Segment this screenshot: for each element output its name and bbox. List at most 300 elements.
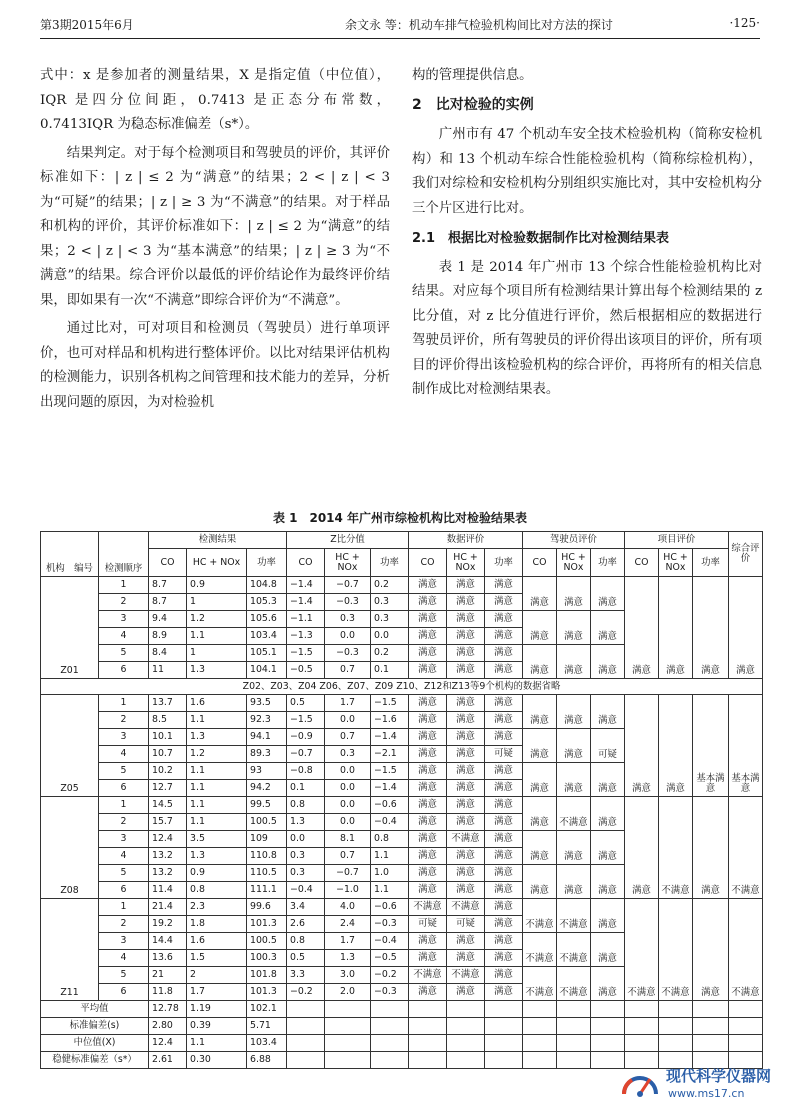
z-power: 0.8	[371, 831, 409, 848]
data-eval-hcnox: 满意	[447, 984, 485, 1001]
running-header	[40, 12, 760, 36]
data-eval-hcnox: 不满意	[447, 831, 485, 848]
result-hcnox: 2.3	[187, 899, 247, 916]
driver-eval-co: 不满意	[523, 933, 557, 967]
comparison-results-table	[40, 531, 763, 1069]
driver-eval-power: 满意	[591, 831, 625, 865]
data-eval-power: 满意	[485, 882, 523, 899]
col-header-power: 功率	[591, 549, 625, 577]
empty-cell	[447, 1052, 485, 1069]
result-power: 105.3	[247, 594, 287, 611]
driver-eval-power: 满意	[591, 763, 625, 797]
data-eval-power: 满意	[485, 695, 523, 712]
data-eval-power: 满意	[485, 645, 523, 662]
hc-label: HC +	[335, 551, 360, 563]
continued-paragraph: 构的管理提供信息。	[412, 68, 533, 83]
result-co: 10.7	[149, 746, 187, 763]
driver-eval-co: 满意	[523, 729, 557, 763]
empty-cell	[325, 1001, 371, 1018]
empty-cell	[409, 1035, 447, 1052]
data-eval-co: 满意	[409, 763, 447, 780]
test-order: 3	[99, 831, 149, 848]
data-eval-power: 满意	[485, 577, 523, 594]
empty-cell	[287, 1035, 325, 1052]
z-co: −0.7	[287, 746, 325, 763]
result-hcnox: 0.9	[187, 865, 247, 882]
empty-cell	[659, 1001, 693, 1018]
z-power: −1.5	[371, 695, 409, 712]
result-power: 104.1	[247, 662, 287, 679]
table-header-row-1	[41, 532, 763, 549]
result-power: 89.3	[247, 746, 287, 763]
result-co: 10.2	[149, 763, 187, 780]
group-header-item-eval: 项目评价	[625, 532, 729, 549]
item-eval-hcnox: 满意	[659, 695, 693, 797]
driver-eval-co: 满意	[523, 865, 557, 899]
data-eval-co: 满意	[409, 814, 447, 831]
table-caption: 表 1 2014 年广州市综检机构比对检验结果表	[272, 511, 528, 525]
data-eval-co: 满意	[409, 848, 447, 865]
overall-eval: 不满意	[729, 899, 763, 1001]
z-co: −0.8	[287, 763, 325, 780]
z-power: −1.4	[371, 729, 409, 746]
driver-eval-power: 满意	[591, 797, 625, 831]
result-power: 105.1	[247, 645, 287, 662]
empty-cell	[625, 1001, 659, 1018]
z-co: −1.5	[287, 645, 325, 662]
test-order: 3	[99, 933, 149, 950]
result-hcnox: 3.5	[187, 831, 247, 848]
test-order: 2	[99, 814, 149, 831]
driver-eval-power: 满意	[591, 695, 625, 729]
result-co: 19.2	[149, 916, 187, 933]
result-hcnox: 1.3	[187, 848, 247, 865]
col-header-co: CO	[287, 549, 325, 577]
test-order: 6	[99, 780, 149, 797]
result-co: 8.7	[149, 577, 187, 594]
data-eval-co: 满意	[409, 882, 447, 899]
org-id: Z08	[41, 797, 99, 899]
driver-eval-power: 满意	[591, 577, 625, 611]
data-eval-hcnox: 不满意	[447, 967, 485, 984]
z-co: −1.4	[287, 577, 325, 594]
table-row	[41, 797, 763, 814]
result-co: 15.7	[149, 814, 187, 831]
z-hcnox: 1.3	[325, 950, 371, 967]
empty-cell	[325, 1052, 371, 1069]
data-eval-co: 满意	[409, 645, 447, 662]
data-eval-hcnox: 满意	[447, 797, 485, 814]
nox-label: NOx	[665, 561, 686, 573]
test-order: 4	[99, 746, 149, 763]
z-co: −1.4	[287, 594, 325, 611]
driver-eval-power: 可疑	[591, 729, 625, 763]
result-power: 111.1	[247, 882, 287, 899]
empty-cell	[409, 1001, 447, 1018]
z-hcnox: 0.0	[325, 797, 371, 814]
data-eval-co: 满意	[409, 662, 447, 679]
result-hcnox: 1.1	[187, 628, 247, 645]
empty-cell	[523, 1018, 557, 1035]
org-block-z08	[41, 797, 763, 899]
col-header-hcnox	[557, 549, 591, 577]
empty-cell	[693, 1035, 729, 1052]
result-power: 104.8	[247, 577, 287, 594]
data-eval-power: 满意	[485, 729, 523, 746]
stat-row	[41, 1018, 763, 1035]
test-order: 6	[99, 882, 149, 899]
z-power: −0.3	[371, 984, 409, 1001]
group-header-driver-eval: 驾驶员评价	[523, 532, 625, 549]
z-co: −0.5	[287, 662, 325, 679]
data-eval-power: 满意	[485, 984, 523, 1001]
col-header-hcnox	[447, 549, 485, 577]
result-hcnox: 1.6	[187, 695, 247, 712]
result-hcnox: 1.5	[187, 950, 247, 967]
table-row	[41, 577, 763, 594]
result-power: 94.2	[247, 780, 287, 797]
result-co: 9.4	[149, 611, 187, 628]
stat-power: 5.71	[247, 1018, 287, 1035]
table-header-row-2	[41, 549, 763, 577]
driver-eval-hcnox: 不满意	[557, 933, 591, 967]
data-eval-hcnox: 满意	[447, 933, 485, 950]
data-eval-hcnox: 满意	[447, 882, 485, 899]
data-eval-power: 满意	[485, 950, 523, 967]
test-order: 6	[99, 662, 149, 679]
driver-eval-power: 满意	[591, 865, 625, 899]
driver-eval-hcnox: 满意	[557, 729, 591, 763]
result-hcnox: 1.1	[187, 763, 247, 780]
z-hcnox: −0.7	[325, 865, 371, 882]
result-power: 93	[247, 763, 287, 780]
test-order: 6	[99, 984, 149, 1001]
stat-co: 2.61	[149, 1052, 187, 1069]
z-hcnox: 1.7	[325, 933, 371, 950]
omitted-orgs-row	[41, 679, 763, 695]
data-eval-power: 满意	[485, 763, 523, 780]
result-power: 103.4	[247, 628, 287, 645]
result-hcnox: 1.8	[187, 916, 247, 933]
z-hcnox: −0.7	[325, 577, 371, 594]
test-order: 1	[99, 797, 149, 814]
driver-eval-power: 满意	[591, 611, 625, 645]
result-co: 12.4	[149, 831, 187, 848]
result-co: 11.8	[149, 984, 187, 1001]
test-order: 4	[99, 950, 149, 967]
result-co: 8.7	[149, 594, 187, 611]
z-co: −0.2	[287, 984, 325, 1001]
z-hcnox: 0.7	[325, 662, 371, 679]
result-co: 14.5	[149, 797, 187, 814]
empty-cell	[557, 1052, 591, 1069]
empty-cell	[591, 1035, 625, 1052]
z-co: −0.4	[287, 882, 325, 899]
test-order: 2	[99, 712, 149, 729]
data-eval-co: 满意	[409, 933, 447, 950]
result-hcnox: 2	[187, 967, 247, 984]
data-eval-co: 满意	[409, 628, 447, 645]
stat-row	[41, 1035, 763, 1052]
data-eval-co: 不满意	[409, 899, 447, 916]
z-hcnox: 0.3	[325, 611, 371, 628]
hc-label: HC +	[663, 551, 688, 563]
z-hcnox: 2.4	[325, 916, 371, 933]
z-power: 1.1	[371, 882, 409, 899]
data-eval-hcnox: 满意	[447, 746, 485, 763]
z-power: −0.4	[371, 933, 409, 950]
empty-cell	[287, 1018, 325, 1035]
result-power: 110.8	[247, 848, 287, 865]
z-co: 0.5	[287, 950, 325, 967]
data-eval-power: 可疑	[485, 746, 523, 763]
result-power: 101.3	[247, 984, 287, 1001]
data-eval-co: 可疑	[409, 916, 447, 933]
result-co: 11.4	[149, 882, 187, 899]
data-eval-hcnox: 满意	[447, 662, 485, 679]
data-eval-hcnox: 不满意	[447, 899, 485, 916]
z-co: 0.8	[287, 797, 325, 814]
z-co: −0.9	[287, 729, 325, 746]
comparison-purpose-paragraph: 通过比对，可对项目和检测员（驾驶员）进行单项评价，也可对样品和机构进行整体评价。以比对结果评估机构的检测能力，识别各机构之间管理和技术能力的差异，分析出现问题的原因，为对检验机	[40, 321, 390, 410]
stat-hcnox: 0.39	[187, 1018, 247, 1035]
test-order: 4	[99, 848, 149, 865]
result-power: 93.5	[247, 695, 287, 712]
result-power: 105.6	[247, 611, 287, 628]
z-power: −0.2	[371, 967, 409, 984]
result-power: 110.5	[247, 865, 287, 882]
z-power: 0.3	[371, 611, 409, 628]
result-criteria-paragraph: 结果判定。对于每个检测项目和驾驶员的评价，其评价标准如下：| z | ≤ 2 为“满意”的结果；2 < | z | < 3 为“可疑”的结果；| z | ≥ 3 为“不满意”的结果。对于样品和机构的评价，其评价标准如下：| z | ≤ 2 为“满意”的结果；2 < | z | < 3 为“基本满意”的结果；| z | ≥ 3 为“不满意”的结果。综合评价以最低的评价结论作为最终评价结果，即如果有一次“不满意”即综合评价为“不满意”。	[40, 145, 390, 308]
data-eval-hcnox: 满意	[447, 712, 485, 729]
driver-eval-hcnox: 满意	[557, 695, 591, 729]
empty-cell	[693, 1018, 729, 1035]
statistics-block	[41, 1001, 763, 1069]
group-header-z: Z比分值	[287, 532, 409, 549]
empty-cell	[409, 1018, 447, 1035]
empty-cell	[371, 1052, 409, 1069]
empty-cell	[287, 1001, 325, 1018]
overall-eval: 基本满意	[729, 695, 763, 797]
z-hcnox: −1.0	[325, 882, 371, 899]
driver-eval-power: 满意	[591, 933, 625, 967]
result-power: 101.3	[247, 916, 287, 933]
result-hcnox: 1.1	[187, 780, 247, 797]
col-header-hcnox: HC + NOx	[187, 549, 247, 577]
empty-cell	[557, 1001, 591, 1018]
col-header-power: 功率	[371, 549, 409, 577]
driver-eval-hcnox: 满意	[557, 763, 591, 797]
driver-eval-co: 满意	[523, 831, 557, 865]
z-co: −1.1	[287, 611, 325, 628]
test-order: 5	[99, 763, 149, 780]
item-eval-hcnox: 满意	[659, 577, 693, 679]
result-power: 109	[247, 831, 287, 848]
empty-cell	[485, 1001, 523, 1018]
site-watermark	[618, 1061, 788, 1107]
z-power: −0.4	[371, 814, 409, 831]
group-header-overall: 综合评价	[729, 532, 763, 577]
data-eval-hcnox: 满意	[447, 628, 485, 645]
item-eval-power: 基本满意	[693, 695, 729, 797]
z-hcnox: 2.0	[325, 984, 371, 1001]
org-id: Z11	[41, 899, 99, 1001]
data-eval-co: 不满意	[409, 967, 447, 984]
data-eval-hcnox: 满意	[447, 848, 485, 865]
data-eval-co: 满意	[409, 797, 447, 814]
data-eval-hcnox: 满意	[447, 763, 485, 780]
z-hcnox: 0.0	[325, 780, 371, 797]
z-hcnox: −0.3	[325, 645, 371, 662]
z-hcnox: 0.7	[325, 729, 371, 746]
z-co: 0.1	[287, 780, 325, 797]
col-header-co: CO	[409, 549, 447, 577]
empty-cell	[523, 1001, 557, 1018]
result-co: 13.7	[149, 695, 187, 712]
driver-eval-co: 不满意	[523, 899, 557, 933]
test-order: 2	[99, 916, 149, 933]
data-eval-co: 满意	[409, 780, 447, 797]
watermark-url: www.ms17.cn	[668, 1087, 745, 1100]
z-power: 0.3	[371, 594, 409, 611]
z-co: 3.3	[287, 967, 325, 984]
item-eval-co: 满意	[625, 695, 659, 797]
z-power: −0.6	[371, 899, 409, 916]
data-eval-power: 满意	[485, 848, 523, 865]
empty-cell	[557, 1018, 591, 1035]
driver-eval-power: 满意	[591, 967, 625, 1001]
overall-eval: 不满意	[729, 797, 763, 899]
item-eval-co: 满意	[625, 797, 659, 899]
result-co: 21	[149, 967, 187, 984]
driver-eval-co: 满意	[523, 797, 557, 831]
test-order: 5	[99, 645, 149, 662]
z-hcnox: 1.7	[325, 695, 371, 712]
z-power: 0.2	[371, 577, 409, 594]
stat-label: 平均值	[41, 1001, 149, 1018]
data-eval-co: 满意	[409, 831, 447, 848]
test-order: 5	[99, 967, 149, 984]
z-power: −1.4	[371, 780, 409, 797]
result-hcnox: 0.8	[187, 882, 247, 899]
z-co: 0.3	[287, 865, 325, 882]
z-power: 0.2	[371, 645, 409, 662]
empty-cell	[447, 1035, 485, 1052]
z-hcnox: 8.1	[325, 831, 371, 848]
empty-cell	[447, 1018, 485, 1035]
table-row	[41, 695, 763, 712]
result-hcnox: 1.3	[187, 729, 247, 746]
driver-eval-hcnox: 满意	[557, 611, 591, 645]
result-power: 100.5	[247, 814, 287, 831]
result-co: 21.4	[149, 899, 187, 916]
nox-label: NOx	[337, 561, 358, 573]
empty-cell	[371, 1001, 409, 1018]
test-order: 5	[99, 865, 149, 882]
col-header-co: CO	[625, 549, 659, 577]
hc-label: HC +	[453, 551, 478, 563]
item-eval-power: 满意	[693, 899, 729, 1001]
z-power: −1.6	[371, 712, 409, 729]
example-intro-paragraph: 广州市有 47 个机动车安全技术检验机构（简称安检机构）和 13 个机动车综合性能检验机构（简称综检机构），我们对综检和安检机构分别组织实施比对，其中安检机构分三个片区进行比对。	[412, 127, 762, 216]
overall-eval: 满意	[729, 577, 763, 679]
z-hcnox: 0.0	[325, 628, 371, 645]
subsection-heading: 2.1 根据比对检验数据制作比对检测结果表	[412, 231, 670, 246]
data-eval-power: 满意	[485, 611, 523, 628]
data-eval-power: 满意	[485, 916, 523, 933]
col-header-order: 检测顺序	[99, 532, 149, 577]
empty-cell	[591, 1018, 625, 1035]
data-eval-power: 满意	[485, 899, 523, 916]
col-header-power: 功率	[693, 549, 729, 577]
driver-eval-hcnox: 不满意	[557, 899, 591, 933]
result-co: 8.4	[149, 645, 187, 662]
hc-label: HC +	[561, 551, 586, 563]
empty-cell	[287, 1052, 325, 1069]
empty-cell	[693, 1001, 729, 1018]
stat-power: 103.4	[247, 1035, 287, 1052]
z-power: −0.6	[371, 797, 409, 814]
test-order: 1	[99, 577, 149, 594]
result-hcnox: 1	[187, 645, 247, 662]
item-eval-co: 不满意	[625, 899, 659, 1001]
empty-cell	[523, 1035, 557, 1052]
empty-cell	[659, 1035, 693, 1052]
data-eval-hcnox: 满意	[447, 611, 485, 628]
test-order: 3	[99, 611, 149, 628]
watermark-title: 现代科学仪器网	[666, 1067, 772, 1085]
z-co: 0.8	[287, 933, 325, 950]
result-power: 100.3	[247, 950, 287, 967]
data-eval-co: 满意	[409, 611, 447, 628]
col-header-org: 机构 编号	[41, 532, 99, 577]
driver-eval-hcnox: 满意	[557, 831, 591, 865]
data-eval-power: 满意	[485, 933, 523, 950]
empty-cell	[729, 1018, 763, 1035]
result-co: 8.5	[149, 712, 187, 729]
result-power: 101.8	[247, 967, 287, 984]
z-hcnox: 3.0	[325, 967, 371, 984]
result-power: 100.5	[247, 933, 287, 950]
stat-label: 标准偏差(s)	[41, 1018, 149, 1035]
table-description-paragraph: 表 1 是 2014 年广州市 13 个综合性能检验机构比对结果。对应每个项目所有检测结果计算出每个检测结果的 z 比分值，对 z 比分值进行评价，然后根据相应的数据进行驾驶员评价，所有驾驶员的评价得出该项目的评价，所有项目的评价得出该检验机构的综合评价，再将所有的相关信息制作成比对检测结果表。	[412, 259, 762, 397]
data-eval-co: 满意	[409, 984, 447, 1001]
z-power: −0.3	[371, 916, 409, 933]
stat-hcnox: 1.19	[187, 1001, 247, 1018]
empty-cell	[729, 1035, 763, 1052]
driver-eval-power: 满意	[591, 899, 625, 933]
result-co: 11	[149, 662, 187, 679]
stat-row	[41, 1001, 763, 1018]
empty-cell	[659, 1018, 693, 1035]
item-eval-power: 满意	[693, 577, 729, 679]
empty-cell	[371, 1035, 409, 1052]
empty-cell	[485, 1035, 523, 1052]
result-co: 12.7	[149, 780, 187, 797]
stat-power: 102.1	[247, 1001, 287, 1018]
result-hcnox: 1.1	[187, 712, 247, 729]
omitted-orgs-note: Z02、Z03、Z04 Z06、Z07、Z09 Z10、Z12和Z13等9个机构的数据省略	[41, 679, 763, 695]
result-hcnox: 1.2	[187, 746, 247, 763]
data-eval-hcnox: 满意	[447, 695, 485, 712]
result-power: 94.1	[247, 729, 287, 746]
data-eval-hcnox: 满意	[447, 577, 485, 594]
col-header-co: CO	[523, 549, 557, 577]
data-eval-power: 满意	[485, 662, 523, 679]
data-eval-hcnox: 满意	[447, 780, 485, 797]
empty-cell	[371, 1018, 409, 1035]
result-co: 8.9	[149, 628, 187, 645]
